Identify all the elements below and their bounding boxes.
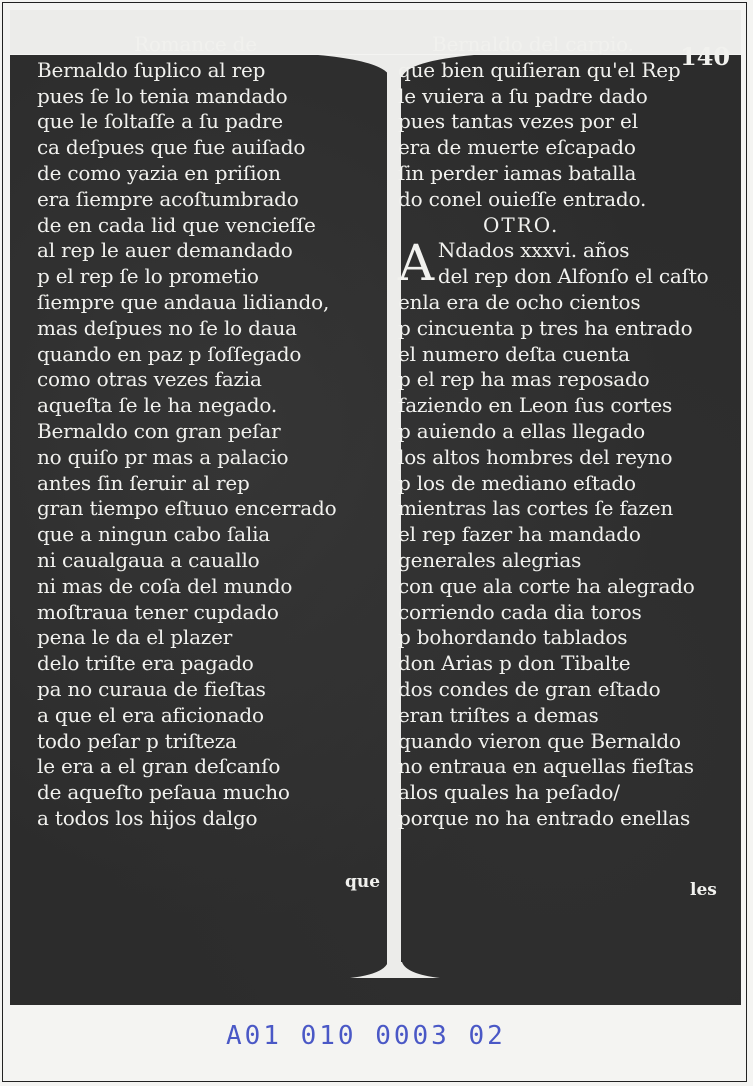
verse-line: do conel ouieſſe entrado. bbox=[398, 186, 647, 211]
verse-line: el rep fazer ha mandado bbox=[398, 522, 641, 547]
verse-line: que le ſoltaſſe a ſu padre bbox=[37, 109, 283, 134]
section-title: OTRO. bbox=[483, 212, 560, 237]
page-number: 140 bbox=[680, 42, 731, 71]
right-column-text-bottom bbox=[398, 290, 728, 832]
divider-bottom-serif bbox=[350, 962, 440, 978]
verse-line: todo peſar p triſteza bbox=[37, 728, 237, 753]
verse-line: era de muerte eſcapado bbox=[398, 135, 636, 160]
verse-line: al rep le auer demandado bbox=[37, 238, 293, 263]
catchword-right: les bbox=[690, 880, 717, 900]
verse-line: delo triſte era pagado bbox=[37, 651, 254, 676]
verse-line: Bernaldo con gran peſar bbox=[37, 418, 281, 443]
verse-line: de aqueſto peſaua mucho bbox=[37, 780, 290, 805]
verse-line: pena le da el plazer bbox=[37, 625, 233, 650]
drop-cap: A bbox=[398, 234, 434, 293]
verse-line: le vuiera a ſu padre dado bbox=[398, 83, 648, 108]
verse-line: ni caualgaua a cauallo bbox=[37, 547, 260, 572]
verse-line: Bernaldo ſuplico al rep bbox=[37, 57, 266, 82]
verse-line: gran tiempo eſtuuo encerrado bbox=[37, 496, 337, 521]
catchword-left: que bbox=[345, 872, 381, 892]
verse-line: p el rep ha mas reposado bbox=[398, 367, 650, 392]
verse-line: no quiſo pr mas a palacio bbox=[37, 444, 289, 469]
verse-line: como otras vezes fazia bbox=[37, 367, 262, 392]
verse-line: mas deſpues no ſe lo daua bbox=[37, 315, 297, 340]
verse-line: quando en paz p ſoſſegado bbox=[37, 341, 302, 366]
verse-line: que bien quiſieran qu'el Rep bbox=[398, 57, 681, 82]
right-column-text-top bbox=[398, 58, 728, 213]
right-column-heading: Bernaldo del carpio. bbox=[432, 32, 634, 56]
verse-line: pues ſe lo tenia mandado bbox=[37, 83, 288, 108]
verse-line: ſin perder iamas batalla bbox=[398, 160, 637, 185]
verse-line: quando vieron que Bernaldo bbox=[398, 728, 681, 753]
verse-line: p cincuenta p tres ha entrado bbox=[398, 315, 693, 340]
verse-line: corriendo cada dia toros bbox=[398, 599, 642, 624]
verse-line: aqueſta ſe le ha negado. bbox=[37, 393, 278, 418]
dropcap-block bbox=[398, 234, 728, 293]
verse-line: Ndados xxxvi. años bbox=[437, 238, 630, 263]
verse-line: con que ala corte ha alegrado bbox=[398, 573, 695, 598]
verse-line: era ſiempre acoſtumbrado bbox=[37, 186, 299, 211]
verse-line: a todos los hijos dalgo bbox=[37, 805, 258, 830]
verse-line: p bohordando tablados bbox=[398, 625, 628, 650]
verse-line: p el rep ſe lo prometio bbox=[37, 264, 259, 289]
verse-line: enla era de ocho cientos bbox=[398, 289, 641, 314]
verse-line: le era a el gran deſcanſo bbox=[37, 754, 281, 779]
verse-line: a que el era aficionado bbox=[37, 702, 264, 727]
right-column bbox=[398, 32, 731, 832]
left-column-heading: Romance de bbox=[134, 32, 257, 56]
verse-line: del rep don Alfonſo el caſto bbox=[437, 264, 709, 289]
verse-line: dos condes de gran eſtado bbox=[398, 676, 661, 701]
verse-line: los altos hombres del reyno bbox=[398, 444, 673, 469]
verse-line: ca deſpues que fue auiſado bbox=[37, 135, 306, 160]
verse-line: p auiendo a ellas llegado bbox=[398, 418, 645, 443]
verse-line: p los de mediano eſtado bbox=[398, 470, 636, 495]
verse-line: el numero deſta cuenta bbox=[398, 341, 630, 366]
verse-line: moſtraua tener cupdado bbox=[37, 599, 279, 624]
verse-line: de como yazia en priſion bbox=[37, 160, 281, 185]
verse-line: ni mas de coſa del mundo bbox=[37, 573, 293, 598]
verse-line: mientras las cortes ſe fazen bbox=[398, 496, 674, 521]
dropcap-lines bbox=[398, 234, 728, 293]
verse-line: porque no ha entrado enellas bbox=[398, 805, 691, 830]
left-column-text bbox=[37, 58, 367, 832]
verse-line: don Arias p don Tibalte bbox=[398, 651, 631, 676]
verse-line: alos quales ha peſado/ bbox=[398, 780, 620, 805]
verse-line: antes ſin ſeruir al rep bbox=[37, 470, 250, 495]
verse-line: pa no curaua de fieſtas bbox=[37, 676, 266, 701]
left-column bbox=[37, 32, 367, 832]
verse-line: no entraua en aquellas fieſtas bbox=[398, 754, 694, 779]
verse-line: que a ningun cabo ſalia bbox=[37, 522, 271, 547]
verse-line: eran triſtes a demas bbox=[398, 702, 599, 727]
verse-line: faziendo en Leon ſus cortes bbox=[398, 393, 673, 418]
verse-line: de en cada lid que vencieſſe bbox=[37, 212, 316, 237]
verse-line: pues tantas vezes por el bbox=[398, 109, 638, 134]
verse-line: ſiempre que andaua lidiando, bbox=[37, 289, 330, 314]
verse-line: generales alegrias bbox=[398, 547, 582, 572]
archive-stamp: A01 010 0003 02 bbox=[226, 1021, 506, 1051]
